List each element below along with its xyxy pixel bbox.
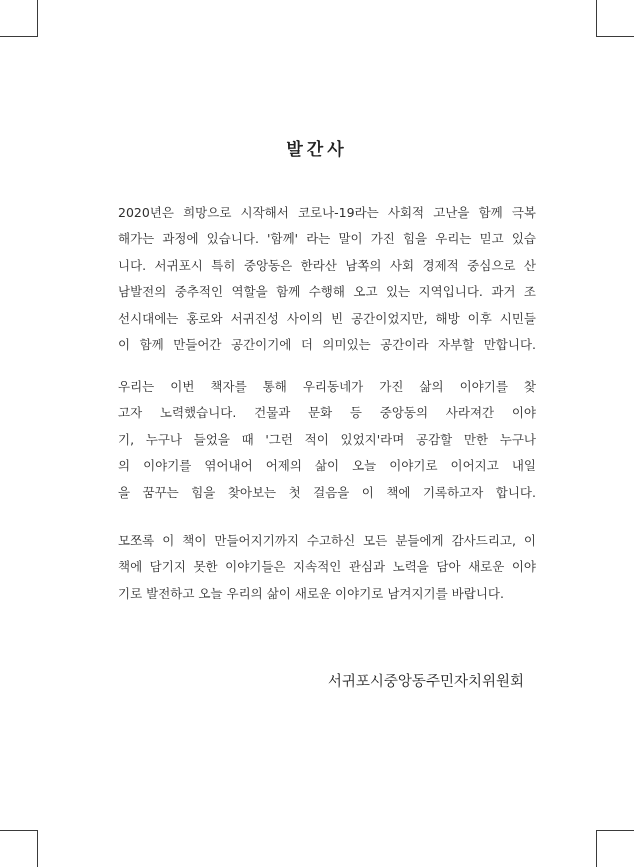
paragraph-line: 모쪼록 이 책이 만들어지기까지 수고하신 모든 분들에게 감사드리고, 이 bbox=[118, 533, 536, 548]
crop-mark-bottom-left-vertical bbox=[37, 830, 38, 867]
paragraph-line: 기, 누구나 들었을 때 '그런 적이 있었지'라며 공감할 만한 누구나 bbox=[118, 431, 536, 447]
paragraph-2 bbox=[118, 374, 536, 506]
paragraph-line: 선시대에는 홍로와 서귀진성 사이의 빈 공간이었지만, 해방 이후 시민들 bbox=[118, 310, 536, 326]
paragraph-line: 2020년은 희망으로 시작해서 코로나-19라는 사회적 고난을 함께 극복 bbox=[118, 205, 536, 220]
paragraph-line: 이 함께 만들어간 공간이기에 더 의미있는 공간이라 자부할 만합니다. bbox=[118, 337, 536, 353]
paragraph-line: 의 이야기를 엮어내어 어제의 삶이 오늘 이야기로 이어지고 내일 bbox=[118, 458, 536, 474]
crop-mark-bottom-right-vertical bbox=[596, 830, 597, 867]
paragraph-1 bbox=[118, 200, 536, 358]
crop-mark-top-left-horizontal bbox=[0, 36, 38, 37]
paragraph-line: 니다. 서귀포시 특히 중앙동은 한라산 남쪽의 사회 경제적 중심으로 산 bbox=[118, 257, 536, 273]
paragraph-3 bbox=[118, 528, 536, 607]
paragraph-line: 남발전의 중추적인 역할을 함께 수행해 오고 있는 지역입니다. 과거 조 bbox=[118, 284, 536, 300]
paragraph-line: 을 꿈꾸는 힘을 찾아보는 첫 걸음을 이 책에 기록하고자 합니다. bbox=[118, 484, 536, 500]
crop-mark-top-right-vertical bbox=[596, 0, 597, 37]
paragraph-line: 기로 발전하고 오늘 우리의 삶이 새로운 이야기로 남겨지기를 바랍니다. bbox=[118, 585, 504, 601]
crop-mark-bottom-left-horizontal bbox=[0, 830, 38, 831]
paragraph-line: 해가는 과정에 있습니다. '함께' 라는 말이 가진 힘을 우리는 믿고 있습 bbox=[118, 231, 536, 247]
crop-mark-top-right-horizontal bbox=[596, 36, 634, 37]
page-title: 발간사 bbox=[286, 140, 348, 160]
crop-mark-bottom-right-horizontal bbox=[596, 830, 634, 831]
crop-mark-top-left-vertical bbox=[37, 0, 38, 37]
paragraph-line: 우리는 이번 책자를 통해 우리동네가 가진 삶의 이야기를 찾 bbox=[118, 379, 536, 394]
signature: 서귀포시중앙동주민자치위원회 bbox=[327, 674, 524, 690]
paragraph-line: 고자 노력했습니다. 건물과 문화 등 중앙동의 사라져간 이야 bbox=[118, 405, 536, 421]
paragraph-line: 책에 담기지 못한 이야기들은 지속적인 관심과 노력을 담아 새로운 이야 bbox=[118, 559, 536, 575]
